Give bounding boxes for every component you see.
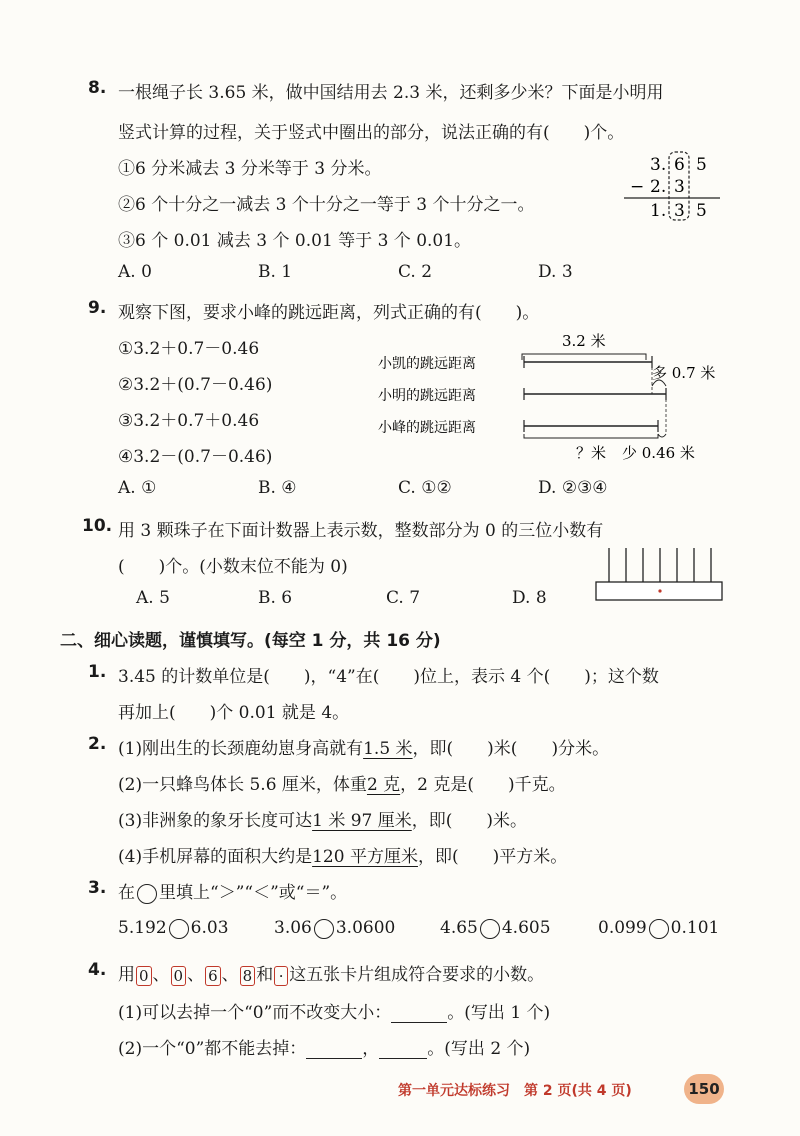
row-label: 小峰的跳远距离 — [378, 420, 476, 436]
question-text: 3.45 的计数单位是( )，“4”在( )位上，表示 4 个( )；这个数 — [118, 667, 659, 687]
question-text: (2)一只蜂鸟体长 5.6 厘米，体重2 克，2 克是( )千克。 — [118, 775, 566, 795]
option-text: ①3.2＋0.7－0.46 — [118, 339, 260, 359]
option-text: ①6 分米减去 3 分米等于 3 分米。 — [118, 159, 382, 179]
option-text: ④3.2－(0.7－0.46) — [118, 447, 273, 467]
question-number: 9. — [88, 298, 107, 318]
question-number: 4. — [88, 960, 107, 980]
decimal-point — [658, 589, 661, 592]
question-text: 用 3 颗珠子在下面计数器上表示数，整数部分为 0 的三位小数有 — [118, 521, 604, 541]
question-number: 1. — [88, 662, 107, 682]
less-label: 少 0.46 米 — [622, 444, 695, 462]
less-brace — [658, 434, 666, 437]
option-text: ③6 个 0.01 减去 3 个 0.01 等于 3 个 0.01。 — [118, 231, 472, 251]
section-title: 二、细心读题，谨慎填写。(每空 1 分，共 16 分) — [60, 631, 441, 651]
answer-blank[interactable] — [306, 1040, 362, 1059]
circle-blank-icon — [137, 884, 157, 904]
question-text: 一根绳子长 3.65 米，做中国结用去 2.3 米，还剩多少米？下面是小明用 — [118, 83, 664, 103]
digit-card: 0 — [136, 966, 152, 986]
question-text: 再加上( )个 0.01 就是 4。 — [118, 703, 350, 723]
choice-c[interactable]: C. 7 — [386, 588, 421, 608]
compare-circle[interactable] — [314, 919, 334, 939]
question-text: 竖式计算的过程，关于竖式中圈出的部分，说法正确的有( )个。 — [118, 123, 625, 143]
digit-card: 6 — [205, 966, 221, 986]
digit: 5 — [696, 155, 707, 175]
footer-label: 第一单元达标练习 第 2 页(共 4 页) — [398, 1083, 632, 1099]
bottom-brace — [524, 434, 658, 438]
choice-c[interactable]: C. 2 — [398, 262, 433, 282]
choice-d[interactable]: D. 8 — [512, 588, 547, 608]
question-length-label: ？米 — [576, 444, 607, 462]
answer-blank[interactable] — [379, 1040, 427, 1059]
vertical-subtraction — [612, 148, 732, 222]
question-text: 在 里填上“＞”“＜”或“＝”。 — [118, 883, 348, 903]
question-text: (3)非洲象的象牙长度可达1 米 97 厘米，即( )米。 — [118, 811, 528, 831]
compare-item: 0.099 0.101 — [598, 918, 720, 938]
digit-card: 0 — [171, 966, 187, 986]
row-label: 小明的跳远距离 — [378, 388, 476, 404]
question-text: 用 0 、 0 、 6 、 8 和 · 这五张卡片组成符合要求的小数。 — [118, 965, 545, 985]
top-length-label: 3.2 米 — [562, 332, 606, 350]
compare-circle[interactable] — [649, 919, 669, 939]
underlined-value: 120 平方厘米 — [312, 847, 418, 867]
choice-b[interactable]: B. 1 — [258, 262, 293, 282]
page-number-badge: 150 — [684, 1074, 724, 1104]
segment-diagram — [376, 326, 728, 466]
question-number: 3. — [88, 878, 107, 898]
choice-c[interactable]: C. ①② — [398, 478, 452, 498]
question-text: (4)手机屏幕的面积大约是120 平方厘米，即( )平方米。 — [118, 847, 568, 867]
minus-sign: − — [630, 177, 645, 197]
option-text: ②6 个十分之一减去 3 个十分之一等于 3 个十分之一。 — [118, 195, 535, 215]
digit: 1. — [650, 201, 667, 221]
underlined-value: 1.5 米 — [363, 739, 413, 759]
question-text: (2)一个“0”都不能去掉： ， 。(写出 2 个) — [118, 1039, 531, 1059]
choice-a[interactable]: A. ① — [118, 478, 157, 498]
digit: 3 — [674, 201, 685, 221]
underlined-value: 2 克 — [366, 775, 401, 795]
question-number: 10. — [82, 516, 113, 536]
choice-d[interactable]: D. 3 — [538, 262, 573, 282]
digit: 6 — [674, 155, 685, 175]
answer-blank[interactable] — [391, 1004, 447, 1023]
compare-circle[interactable] — [480, 919, 500, 939]
choice-b[interactable]: B. ④ — [258, 478, 297, 498]
question-text: 观察下图，要求小峰的跳远距离，列式正确的有( )。 — [118, 303, 540, 323]
more-label: 多 0.7 米 — [652, 364, 716, 382]
question-text: (1)可以去掉一个“0”而不改变大小： 。(写出 1 个) — [118, 1003, 551, 1023]
option-text: ②3.2＋(0.7－0.46) — [118, 375, 273, 395]
question-number: 8. — [88, 78, 107, 98]
compare-circle[interactable] — [169, 919, 189, 939]
row-label: 小凯的跳远距离 — [378, 356, 476, 372]
choice-b[interactable]: B. 6 — [258, 588, 293, 608]
decimal-point-card: · — [274, 966, 288, 986]
underlined-value: 1 米 97 厘米 — [312, 811, 412, 831]
question-text: (1)刚出生的长颈鹿幼崽身高就有1.5 米，即( )米( )分米。 — [118, 739, 610, 759]
digit-card: 8 — [240, 966, 256, 986]
choice-a[interactable]: A. 0 — [118, 262, 152, 282]
top-brace — [522, 354, 646, 360]
compare-item: 5.192 6.03 — [118, 918, 229, 938]
question-text: ( )个。(小数末位不能为 0) — [118, 557, 348, 577]
digit: 2. — [650, 177, 667, 197]
abacus-counter — [594, 546, 724, 602]
compare-item: 4.65 4.605 — [440, 918, 551, 938]
choice-d[interactable]: D. ②③④ — [538, 478, 608, 498]
digit: 3 — [674, 177, 685, 197]
digit: 5 — [696, 201, 707, 221]
option-text: ③3.2＋0.7＋0.46 — [118, 411, 260, 431]
compare-item: 3.06 3.0600 — [274, 918, 396, 938]
question-number: 2. — [88, 734, 107, 754]
choice-a[interactable]: A. 5 — [136, 588, 170, 608]
digit: 3. — [650, 155, 667, 175]
